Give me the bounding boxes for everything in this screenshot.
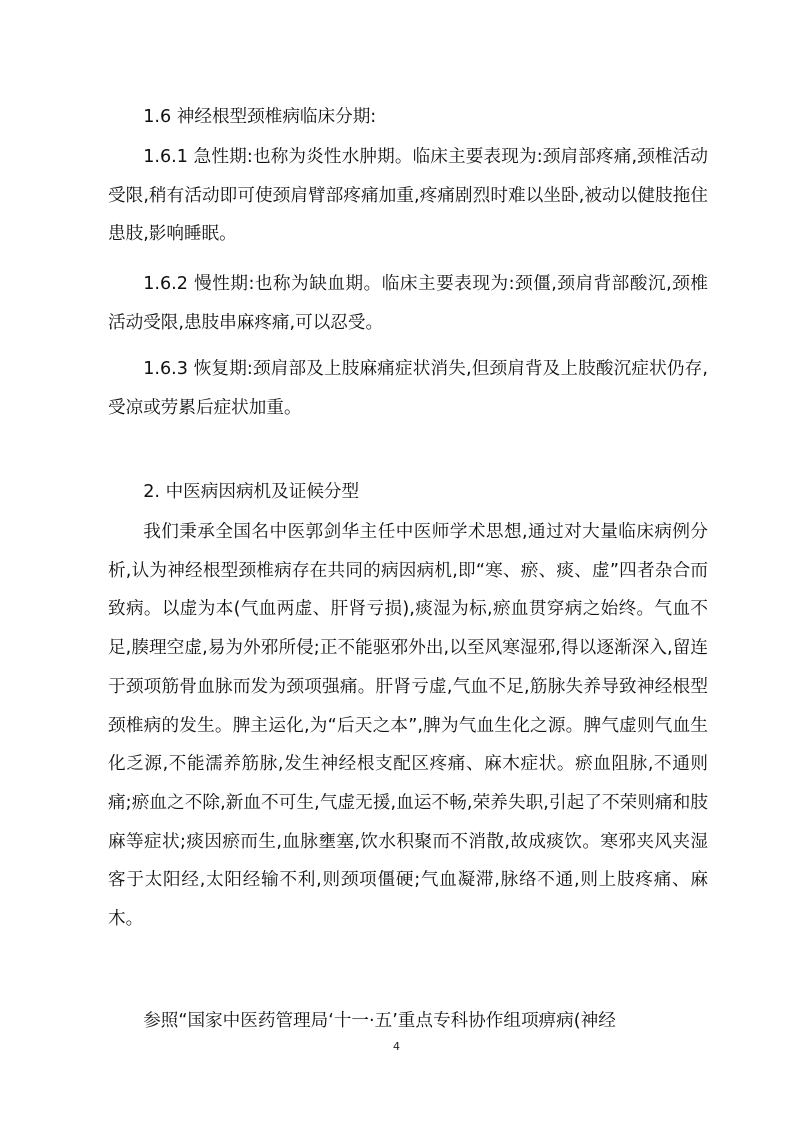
section-1-6-heading: 1.6 神经根型颈椎病临床分期: xyxy=(143,107,377,127)
chronic-stage-paragraph: 1.6.2 慢性期:也称为缺血期。临床主要表现为:颈僵,颈肩背部酸沉,颈椎活动受限,患肢串麻疼痛,可以忍受。 xyxy=(108,274,708,333)
recovery-stage-paragraph: 1.6.3 恢复期:颈肩部及上肢麻痛症状消失,但颈肩背及上肢酸沉症状仍存,受凉或劳累后症状加重。 xyxy=(108,359,708,418)
acute-stage-paragraph: 1.6.1 急性期:也称为炎性水肿期。临床主要表现为:颈肩部疼痛,颈椎活动受限,稍有活动即可使颈肩臂部疼痛加重,疼痛剧烈时难以坐卧,被动以健肢拖住患肢,影响睡眠。 xyxy=(108,147,708,245)
reference-paragraph: 参照“国家中医药管理局‘十一·五’重点专科协作组项痹病(神经 xyxy=(143,1011,616,1031)
section-2-heading: 2. 中医病因病机及证候分型 xyxy=(143,482,360,502)
etiology-paragraph: 我们秉承全国名中医郭剑华主任中医师学术思想,通过对大量临床病例分析,认为神经根型颈椎病存在共同的病因病机,即“寒、瘀、痰、虚”四者杂合而致病。以虚为本(气血两虚、肝肾亏损),痰湿为标,瘀血贯穿病之始终。气血不足,腠理空虚,易为外邪所侵;正不能驱邪外出,以至风寒湿邪,得以逐渐深入,留连于颈项筋骨血脉而发为颈项强痛。肝肾亏虚,气血不足,筋脉失养导致神经根型颈椎病的发生。脾主运化,为“后天之本”,脾为气血生化之源。脾气虚则气血生化乏源,不能濡养筋脉,发生神经根支配区疼痛、麻木症状。瘀血阻脉,不通则痛;瘀血之不除,新血不可生,气虚无援,血运不畅,荣养失职,引起了不荣则痛和肢麻等症状;痰因瘀而生,血脉壅塞,饮水积聚而不消散,故成痰饮。寒邪夹风夹湿客于太阳经,太阳经输不利,则颈项僵硬;气血凝滞,脉络不通,则上肢疼痛、麻木。 xyxy=(108,522,708,930)
page-number: 4 xyxy=(393,1040,400,1053)
